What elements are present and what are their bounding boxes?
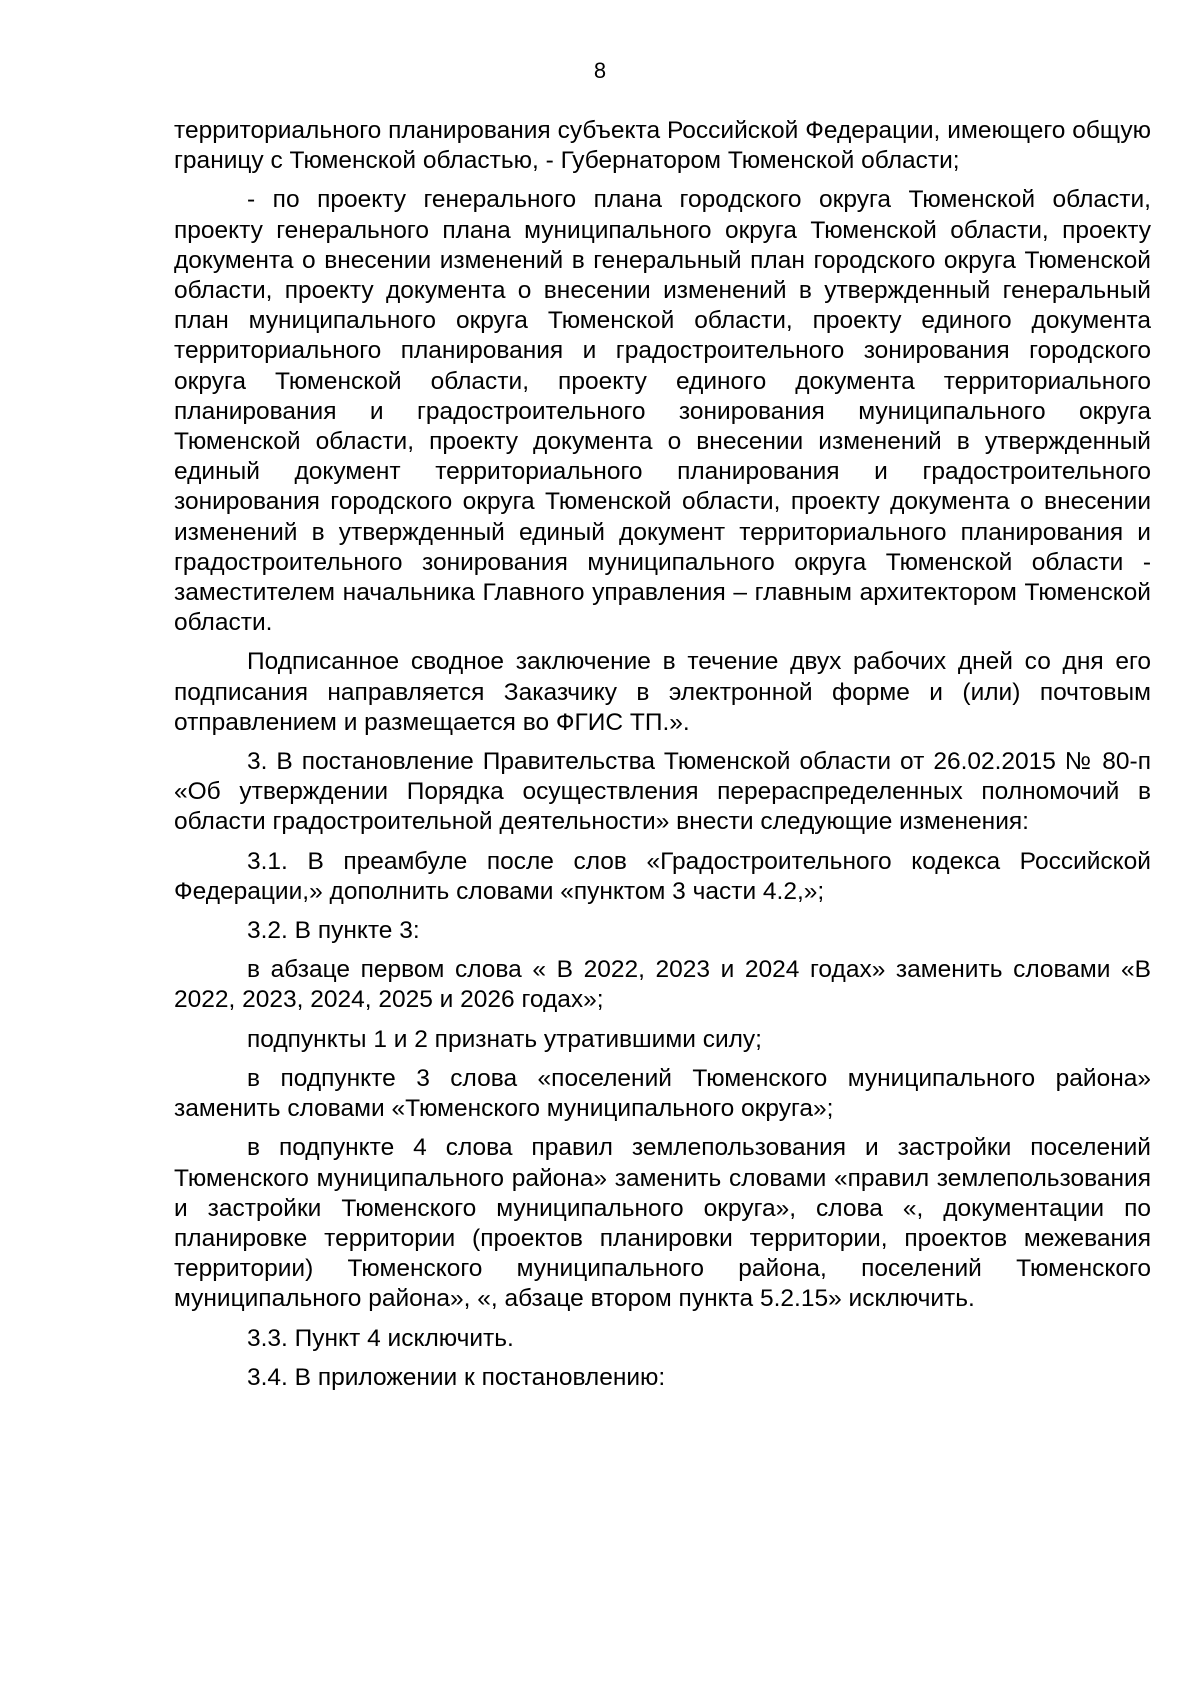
- paragraph-item-3-1: 3.1. В преамбуле после слов «Градостроительного кодекса Российской Федерации,» дополнить словами «пунктом 3 части 4.2,»;: [174, 847, 1151, 905]
- paragraph-first-abzac: в абзаце первом слова « В 2022, 2023 и 2024 годах» заменить словами «В 2022, 2023, 2024, 2025 и 2026 годах»;: [174, 956, 1151, 1014]
- paragraph-item-3-3: 3.3. Пункт 4 исключить.: [247, 1324, 514, 1352]
- paragraph-item-3-4: 3.4. В приложении к постановлению:: [247, 1363, 666, 1391]
- paragraph-subitem-4: в подпункте 4 слова правил землепользования и застройки поселений Тюменского муниципального района» заменить словами «правил землепользования и застройки Тюменского муниципального округа», слова «, документации по планировке территории (проектов планировки территории, проектов межевания территории) Тюменского муниципального района, поселений Тюменского муниципального района», «, абзаце втором пункта 5.2.15» исключить.: [174, 1134, 1151, 1313]
- page-number: 8: [593, 58, 607, 83]
- document-body: [174, 116, 1151, 1402]
- paragraph-general-plan-list: - по проекту генерального плана городского округа Тюменской области, проекту генерального плана муниципального округа Тюменской области, проекту документа о внесении изменений в генеральный план городского округа Тюменской области, проекту документа о внесении изменений в утвержденный генеральный план муниципального округа Тюменской области, проекту единого документа территориального планирования и градостроительного зонирования городского округа Тюменской области, проекту единого документа территориального планирования и градостроительного зонирования муниципального округа Тюменской области, проекту документа о внесении изменений в утвержденный единый документ территориального планирования и градостроительного зонирования городского округа Тюменской области, проекту документа о внесении изменений в утвержденный единый документ территориального планирования и градостроительного зонирования муниципального округа Тюменской области - заместителем начальника Главного управления – главным архитектором Тюменской области.: [174, 186, 1151, 637]
- paragraph-item-3: 3. В постановление Правительства Тюменской области от 26.02.2015 № 80-п «Об утверждении Порядка осуществления перераспределенных полномочий в области градостроительной деятельности» внести следующие изменения:: [174, 748, 1151, 836]
- paragraph-subitem-3: в подпункте 3 слова «поселений Тюменского муниципального района» заменить словами «Тюменского муниципального округа»;: [174, 1064, 1151, 1123]
- paragraph-signed-conclusion: Подписанное сводное заключение в течение двух рабочих дней со дня его подписания направляется Заказчику в электронной форме и (или) почтовым отправлением и размещается во ФГИС ТП.».: [174, 648, 1151, 736]
- paragraph-subitems-1-2: подпункты 1 и 2 признать утратившими силу;: [247, 1025, 762, 1053]
- paragraph-item-3-2: 3.2. В пункте 3:: [247, 917, 420, 945]
- paragraph-continuation: территориального планирования субъекта Российской Федерации, имеющего общую границу с Тюменской областью, - Губернатором Тюменской области;: [174, 117, 1151, 175]
